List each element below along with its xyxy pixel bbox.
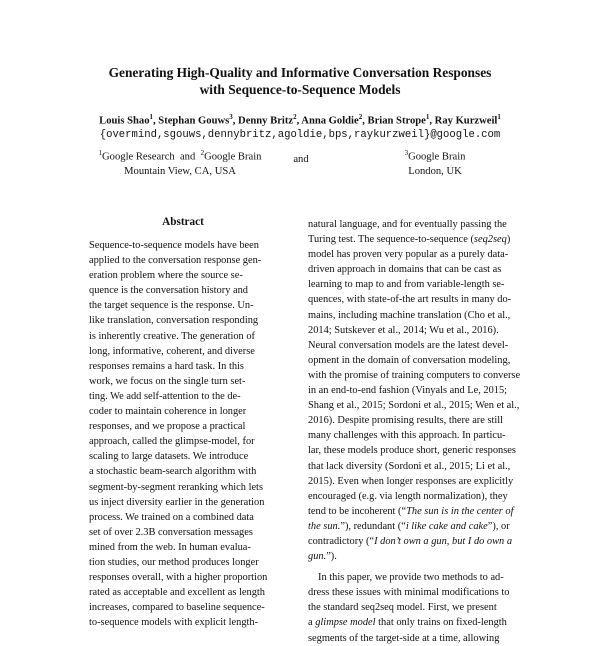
- abstract-line: quence is the conversation history and: [89, 285, 248, 297]
- author-list: Louis Shao$^1$, Stephan Gouws$^3$, Denny Britz$^2$, Anna Goldie$^2$, Brian Strope$^1$, Ray Kurzweil$^1$: [99, 113, 501, 127]
- abstract-line: increases, compared to baseline sequence-: [89, 602, 265, 614]
- body-line: Shang et al., 2015; Sordoni et al., 2015; Wen et al.,: [308, 400, 520, 412]
- emphasis: The sun is in the center of: [406, 505, 514, 517]
- abstract-line: set of over 2.3B conversation messages: [89, 526, 253, 538]
- abstract-line: approach, called the glimpse-model, for: [89, 436, 255, 448]
- body-line: natural language, and for eventually passing the: [308, 219, 507, 230]
- abstract-line: the target sequence is the response. Un-: [89, 300, 254, 312]
- abstract-heading: Abstract: [162, 216, 204, 228]
- abstract-line: is inherently creative. The generation of: [89, 330, 255, 342]
- abstract-line: us inject diversity earlier in the generation: [89, 496, 265, 508]
- title-line-1: Generating High-Quality and Informative Conversation Responses: [108, 65, 492, 80]
- author-affiliation-mark: 2: [293, 113, 297, 121]
- body-line: opment in the domain of conversation modeling,: [308, 354, 511, 366]
- body-line: Turing test. The sequence-to-sequence (seq2seq): [308, 234, 511, 246]
- body-line: tend to be incoherent (“The sun is in the center of: [308, 505, 514, 517]
- abstract-line: responses overall, with a higher proportion: [89, 572, 268, 584]
- affiliation-and-inner: and: [179, 151, 196, 163]
- abstract-line: ting. We add self-attention to the de-: [89, 390, 241, 402]
- body-line: lar, these models produce short, generic responses: [308, 445, 516, 457]
- abstract-line: process. We trained on a combined data: [89, 511, 254, 523]
- body-line: 2016). Despite promising results, there are still: [308, 415, 504, 427]
- emphasis: i like cake and cake: [405, 520, 488, 532]
- body-line: 2015). Even when longer responses are explicitly: [308, 475, 514, 487]
- body-line: in an end-to-end fashion (Vinyals and Le, 2015;: [308, 385, 508, 397]
- abstract-line: tion studies, our method produces longer: [89, 556, 259, 568]
- author-affiliation-mark: 3: [229, 113, 233, 121]
- affiliation-sup-1: 1: [98, 149, 103, 157]
- emphasis: seq2seq: [473, 234, 507, 246]
- body-line: Neural conversation models are the latest devel-: [308, 339, 509, 351]
- body-line: contradictory (“I don’t own a gun, but I do own a: [308, 535, 513, 547]
- abstract-line: mined from the web. In human evalua-: [89, 541, 251, 553]
- body-line: a glimpse model that only trains on fixed-length: [308, 617, 507, 629]
- abstract-line: rated as acceptable and excellent as length: [89, 587, 265, 599]
- affiliation-and: and: [293, 154, 309, 165]
- author-name: Ray Kurzweil: [434, 115, 498, 127]
- abstract-line: a stochastic beam-search algorithm with: [89, 466, 257, 478]
- abstract-line: long, informative, coherent, and diverse: [89, 345, 255, 357]
- abstract-line: coder to maintain coherence in longer: [89, 406, 247, 418]
- body-line: model has proven very popular as a purely data-: [308, 249, 509, 261]
- body-line: gun.”).: [308, 551, 337, 563]
- emphasis: gun.: [308, 551, 327, 563]
- author-affiliation-mark: 1: [149, 113, 153, 121]
- abstract-line: like translation, conversation responding: [89, 315, 259, 327]
- body-line: encouraged (e.g. via length normalization), they: [308, 490, 508, 502]
- introduction-text: [308, 217, 530, 646]
- body-line: quences, with state-of-the art results in many do-: [308, 294, 512, 306]
- body-line: dress these issues with minimal modifications to: [308, 587, 510, 599]
- body-line: learning to map to and from variable-length se-: [308, 279, 505, 291]
- abstract-line: to-sequence models with explicit length-: [89, 617, 259, 629]
- abstract-line: responses, and we propose a practical: [89, 421, 246, 433]
- abstract-text: [89, 238, 277, 630]
- body-line: many challenges with this approach. In particu-: [308, 430, 506, 442]
- author-affiliation-mark: 1: [497, 113, 501, 121]
- author-name: Denny Britz: [238, 115, 294, 127]
- emphasis: I don’t own a gun, but I do own a: [374, 535, 513, 547]
- emphasis: the sun.: [308, 520, 341, 532]
- abstract-line: scaling to large datasets. We introduce: [89, 451, 249, 463]
- body-line: 2014; Sutskever et al., 2014; Wu et al., 2016).: [308, 324, 499, 336]
- affiliation-google-brain-london: Google Brain: [408, 151, 466, 163]
- emphasis: glimpse model: [315, 617, 376, 629]
- abstract-line: Sequence-to-sequence models have been: [89, 240, 259, 251]
- affiliation-location-mv: Mountain View, CA, USA: [124, 165, 236, 177]
- body-line: In this paper, we provide two methods to ad-: [318, 572, 504, 584]
- affiliation-sup-3: 3: [404, 149, 409, 157]
- affiliation-location-london: London, UK: [408, 165, 462, 177]
- body-line: mains, including machine translation (Cho et al.,: [308, 309, 511, 321]
- body-line: the sun.”), redundant (“i like cake and cake”), or: [308, 520, 510, 532]
- paper-title: [40, 64, 560, 98]
- author-name: Anna Goldie: [301, 115, 359, 127]
- author-name: Brian Strope: [367, 115, 426, 127]
- title-line-2: with Sequence-to-Sequence Models: [199, 82, 401, 97]
- author-affiliation-mark: 1: [425, 113, 430, 121]
- abstract-line: responses remains a hard task. In this: [89, 360, 244, 372]
- affiliation-google-brain-mv: Google Brain: [204, 151, 262, 163]
- abstract-line: segment-by-segment reranking which lets: [89, 481, 263, 493]
- abstract-line: applied to the conversation response gen-: [89, 255, 262, 267]
- body-line: driven approach in domains that can be cast as: [308, 264, 502, 276]
- body-line: the standard seq2seq model. First, we present: [308, 602, 497, 614]
- affiliation-mountain-view: [80, 146, 280, 179]
- author-name: Stephan Gouws: [158, 115, 230, 127]
- body-line: with the promise of training computers to converse: [308, 369, 521, 381]
- affiliation-london: [380, 146, 490, 179]
- body-line: that lack diversity (Sordoni et al., 2015; Li et al.,: [308, 460, 511, 472]
- abstract-line: work, we focus on the single turn set-: [89, 375, 246, 387]
- affiliation-google-research: Google Research: [102, 151, 175, 163]
- author-name: Louis Shao: [99, 115, 150, 127]
- affiliation-sup-2: 2: [200, 149, 205, 157]
- author-emails: {overmind,sgouws,dennybritz,agoldie,bps,raykurzweil}@google.com: [99, 129, 501, 141]
- author-affiliation-mark: 2: [358, 113, 363, 121]
- body-line: segments of the target-side at a time, allowing: [308, 632, 500, 644]
- abstract-line: eration problem where the source se-: [89, 270, 243, 282]
